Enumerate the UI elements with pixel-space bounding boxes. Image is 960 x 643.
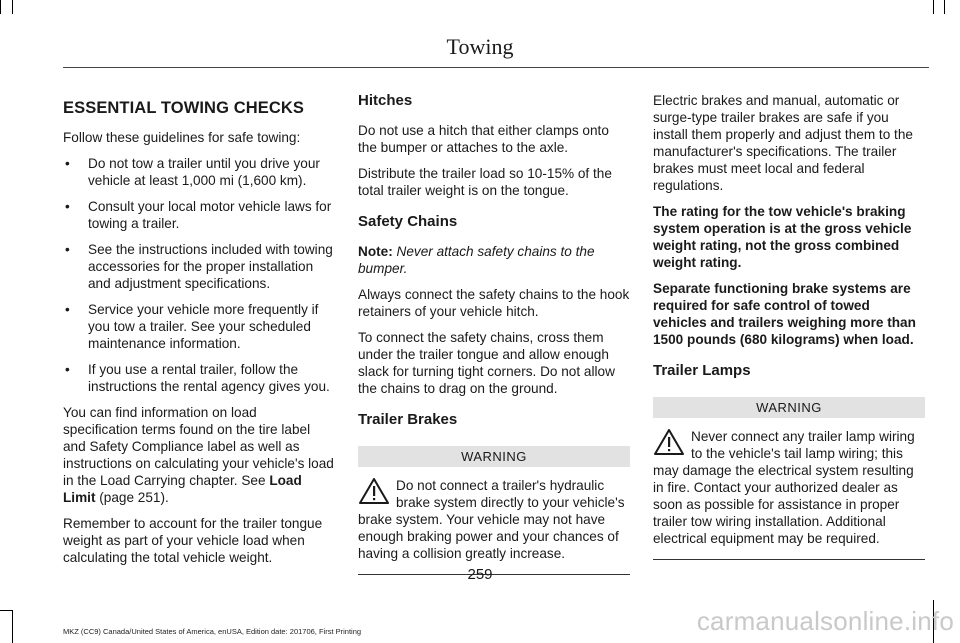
page-number: 259 — [467, 566, 493, 583]
crop-mark — [12, 610, 13, 643]
braking-rating-paragraph: The rating for the tow vehicle's braking system operation is at the gross vehicle weight rating, not the gross combined weight rating. — [653, 204, 912, 270]
warning-label: WARNING — [653, 397, 925, 418]
trailer-lamps-heading: Trailer Lamps — [653, 362, 751, 379]
bullet-icon: • — [65, 362, 70, 377]
guidelines-list — [63, 155, 335, 395]
warning-triangle-icon — [358, 477, 390, 505]
list-item: • See the instructions included with towing accessories for the proper installation and adjustment specifications. — [65, 242, 333, 291]
load-limit-link[interactable]: Load Limit — [63, 473, 302, 505]
trailer-brakes-heading: Trailer Brakes — [358, 411, 458, 428]
hitches-heading: Hitches — [358, 92, 413, 109]
header-rule — [63, 67, 929, 68]
column-right — [653, 92, 925, 568]
list-item: • Service your vehicle more frequently if you tow a trailer. See your scheduled maintenance information. — [65, 302, 319, 351]
column-middle — [358, 92, 630, 583]
bullet-icon: • — [65, 156, 70, 171]
page-reference[interactable]: (page 251). — [99, 490, 169, 505]
crop-mark — [0, 610, 12, 611]
list-item: • Consult your local motor vehicle laws for towing a trailer. — [65, 199, 332, 231]
hitches-paragraph: Do not use a hitch that either clamps onto the bumper or attaches to the axle. — [358, 123, 609, 155]
warning-box — [358, 477, 630, 575]
safety-chains-heading: Safety Chains — [358, 213, 458, 230]
tongue-weight-paragraph: Remember to account for the trailer tongue weight as part of your vehicle load when calculating the total vehicle weight. — [63, 516, 323, 565]
warning-triangle-icon — [653, 428, 685, 456]
watermark: carmanualsonline.info — [696, 606, 954, 636]
chains-paragraph: To connect the safety chains, cross them under the trailer tongue and allow enough slack for turning tight corners. Do not allow the chains to drag on the ground. — [358, 330, 615, 396]
crop-mark — [0, 0, 1, 14]
warning-label: WARNING — [358, 446, 630, 467]
page-header-title: Towing — [446, 34, 514, 59]
bullet-icon: • — [65, 302, 70, 317]
crop-mark — [944, 0, 945, 14]
crop-mark — [12, 0, 13, 14]
list-item: • If you use a rental trailer, follow the instructions the rental agency gives you. — [65, 362, 330, 394]
intro-text: Follow these guidelines for safe towing: — [63, 130, 301, 145]
column-left — [63, 92, 335, 575]
separate-brakes-paragraph: Separate functioning brake systems are required for safe control of towed vehicles and trailers weighing more than 1500 pounds (680 kilograms) when load. — [653, 281, 916, 347]
footer-edition: MKZ (CC9) Canada/United States of America, enUSA, Edition date: 201706, First Printing — [63, 627, 362, 636]
crop-mark — [933, 0, 934, 14]
chains-paragraph: Always connect the safety chains to the hook retainers of your vehicle hitch. — [358, 287, 630, 319]
note: Note: Never attach safety chains to the bumper. — [358, 244, 595, 276]
warning-box — [653, 428, 925, 560]
warning-text: Never connect any trailer lamp wiring to the vehicle's tail lamp wiring; this may damage the electrical system resulting in fire. Contact your authorized dealer as soon as possible for assistance in proper trailer tow wiring installation. Additional electrical equipment may be required. — [653, 429, 915, 546]
brakes-paragraph: Electric brakes and manual, automatic or surge-type trailer brakes are safe if you install them properly and adjust them to the manufacturer's specifications. The trailer brakes must meet local and federal regulations. — [653, 93, 913, 193]
bullet-icon: • — [65, 199, 70, 214]
bullet-icon: • — [65, 242, 70, 257]
load-info-paragraph: You can find information on load specification terms found on the tire label and Safety Compliance label as well as instructions on calculating your vehicle's load in the Load Carrying chapter. See Load Limit (page 251). — [63, 405, 334, 505]
list-item: • Do not tow a trailer until you drive your vehicle at least 1,000 mi (1,600 km). — [65, 156, 320, 188]
hitches-paragraph: Distribute the trailer load so 10-15% of the total trailer weight is on the tongue. — [358, 166, 612, 198]
section-title: ESSENTIAL TOWING CHECKS — [63, 99, 304, 117]
warning-text: Do not connect a trailer's hydraulic brake system directly to your vehicle's brake system. Your vehicle may not have enough braking power and your chances of having a collision greatly increase. — [358, 478, 625, 561]
